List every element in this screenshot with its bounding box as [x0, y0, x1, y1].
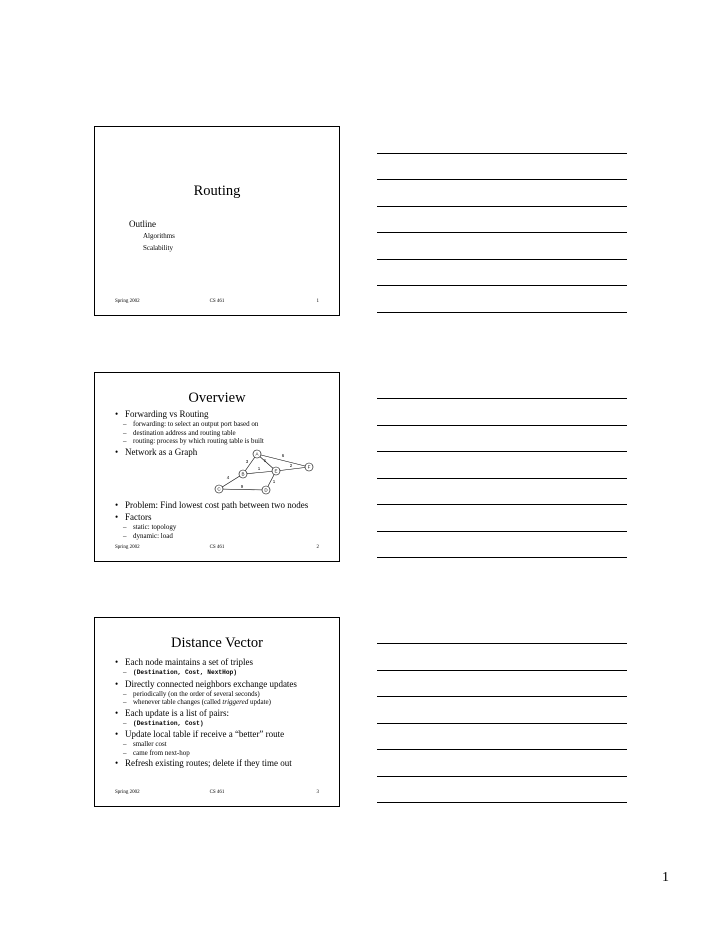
node-label: F — [307, 464, 311, 470]
edge-cost-label: 9 — [240, 484, 244, 489]
pair-format: (Destination, Cost) — [133, 719, 204, 727]
edge-cost-label: 1 — [272, 479, 276, 484]
slide-1 — [94, 126, 340, 316]
slide-2 — [94, 372, 340, 562]
sub-bullet: – came from next-hop — [115, 749, 331, 758]
notes-line — [377, 802, 627, 803]
slide-3 — [94, 617, 340, 807]
node-label: A — [255, 451, 259, 457]
footer-slide-number: 1 — [316, 299, 319, 304]
triple-format: (Destination, Cost, NextHop) — [133, 669, 237, 676]
edge-c-d — [217, 486, 266, 492]
edge-cost-label: 3 — [245, 459, 249, 464]
bullet: • Update local table if receive a “better” route — [115, 729, 331, 740]
node-label: D — [264, 487, 268, 493]
notes-line — [377, 179, 627, 180]
notes-line — [377, 312, 627, 313]
emphasis: triggered — [222, 698, 249, 706]
slide-body-lower — [115, 499, 331, 540]
notes-line — [377, 749, 627, 750]
sub-bullet: – periodically (on the order of several seconds) — [115, 690, 331, 699]
notes-line — [377, 776, 627, 777]
notes-line — [377, 259, 627, 260]
slide-footer — [115, 544, 319, 551]
notes-line — [377, 670, 627, 671]
outline-item: Algorithms — [143, 232, 175, 240]
sub-bullet-continuation: – destination address and routing table — [115, 429, 331, 438]
footer-slide-number: 2 — [316, 545, 319, 550]
slide-footer — [115, 298, 319, 305]
notes-line — [377, 285, 627, 286]
footer-term: Spring 2002 — [115, 545, 140, 550]
bullet: • Forwarding vs Routing — [115, 409, 331, 420]
edge-cost-label: 6 — [281, 453, 285, 458]
footer-term: Spring 2002 — [115, 790, 140, 795]
sub-bullet — [115, 668, 331, 678]
footer-course: CS 461 — [209, 790, 225, 795]
edge-cost-label: 1 — [257, 466, 261, 471]
footer-course: CS 461 — [209, 299, 225, 304]
slide-footer — [115, 789, 319, 796]
footer-term: Spring 2002 — [115, 299, 140, 304]
bullet: • Network as a Graph — [115, 447, 331, 458]
bullet: • Problem: Find lowest cost path between two nodes — [115, 500, 331, 511]
bullet: • Directly connected neighbors exchange updates — [115, 679, 331, 690]
sub-bullet — [115, 698, 331, 707]
footer-slide-number: 3 — [316, 790, 319, 795]
edge-cost-label: 2 — [289, 463, 293, 468]
bullet: • Each node maintains a set of triples — [115, 657, 331, 668]
notes-line — [377, 398, 627, 399]
bullet: • Refresh existing routes; delete if they time out — [115, 758, 331, 769]
network-graph — [201, 449, 321, 497]
bullet: • Each update is a list of pairs: — [115, 708, 331, 719]
notes-line — [377, 504, 627, 505]
footer-course: CS 461 — [209, 545, 225, 550]
bullet: • Factors — [115, 512, 331, 523]
notes-line — [377, 557, 627, 558]
notes-line — [377, 478, 627, 479]
edge-e-f — [276, 464, 311, 471]
slide-title: Overview — [188, 390, 246, 406]
outline-heading: Outline — [129, 219, 156, 229]
notes-line — [377, 232, 627, 233]
node-label: E — [274, 468, 278, 474]
notes-line — [377, 723, 627, 724]
sub-bullet-text: update) — [248, 698, 271, 706]
outline-item: Scalability — [143, 244, 173, 252]
notes-line — [377, 206, 627, 207]
slide-title: Distance Vector — [171, 635, 263, 651]
sub-bullet-text: whenever table changes (called — [133, 698, 223, 706]
notes-line — [377, 425, 627, 426]
sub-bullet: – routing: process by which routing table is built — [115, 437, 331, 446]
node-label: C — [217, 486, 221, 492]
edge-cost-label: 4 — [226, 475, 230, 480]
slide-title: Routing — [193, 183, 241, 199]
node-label: B — [241, 471, 245, 477]
sub-bullet — [115, 719, 331, 729]
notes-line — [377, 153, 627, 154]
notes-line — [377, 451, 627, 452]
notes-line — [377, 696, 627, 697]
page-number: 1 — [662, 870, 669, 885]
sub-bullet: – smaller cost — [115, 740, 331, 749]
slide-body — [115, 656, 331, 769]
sub-bullet: – static: topology — [115, 523, 331, 532]
edge-cost-label: 1 — [263, 458, 267, 463]
edge-b-e — [243, 468, 278, 474]
notes-line — [377, 531, 627, 532]
sub-bullet: – dynamic: load — [115, 532, 331, 541]
notes-line — [377, 643, 627, 644]
sub-bullet: – forwarding: to select an output port based on — [115, 420, 331, 429]
